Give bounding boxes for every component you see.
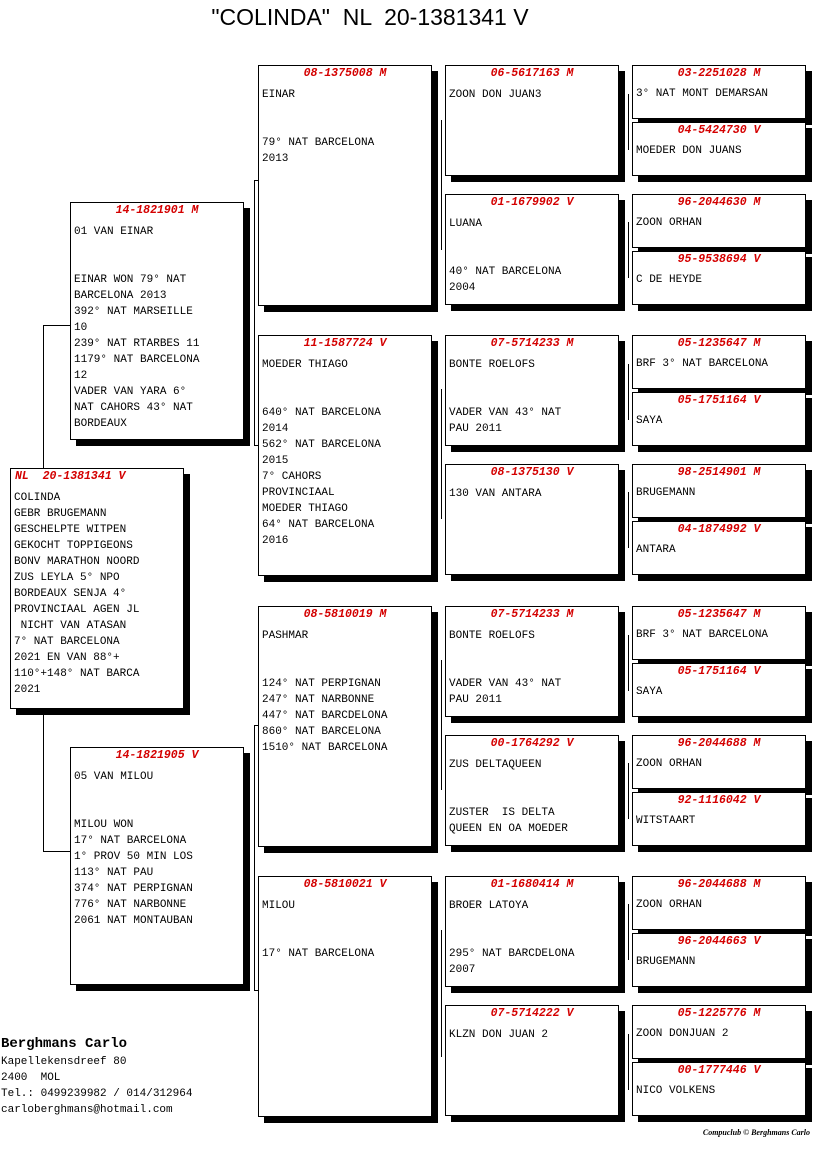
ring-number: 01-1679902 V bbox=[490, 196, 574, 209]
pedigree-title: "COLINDA" NL 20-1381341 V bbox=[211, 4, 529, 30]
ring-number: 14-1821905 V bbox=[115, 749, 199, 762]
ring-number: 00-1777446 V bbox=[677, 1064, 761, 1077]
ring-number: 96-2044663 V bbox=[677, 935, 761, 948]
connector-line bbox=[254, 725, 255, 990]
pigeon-info: MOEDER DON JUANS bbox=[636, 145, 742, 157]
great-grandparent-card bbox=[445, 876, 619, 987]
pigeon-info: 05 VAN MILOU MILOU WON 17° NAT BARCELONA 1° PROV 50 MIN LOS 113° NAT PAU 374° NAT PERPIGNAN 776° NAT NARBONNE 2061 NAT MONTAUBAN bbox=[74, 771, 193, 927]
pigeon-info: 130 VAN ANTARA bbox=[449, 488, 542, 500]
gg-grandparent-card bbox=[632, 392, 806, 446]
pigeon-info: BRUGEMANN bbox=[636, 487, 696, 499]
gg-grandparent-card bbox=[632, 122, 806, 176]
pigeon-info: ZOON ORHAN bbox=[636, 758, 703, 770]
grandparent-card bbox=[258, 335, 432, 576]
gg-grandparent-card bbox=[632, 464, 806, 518]
ring-number: 05-1751164 V bbox=[677, 394, 761, 407]
gg-grandparent-card bbox=[632, 1005, 806, 1059]
ring-number: 98-2514901 M bbox=[677, 466, 761, 479]
connector-line bbox=[43, 325, 71, 326]
ring-number: 05-1235647 M bbox=[677, 608, 761, 621]
connector-line bbox=[254, 180, 255, 445]
pigeon-info: BRUGEMANN bbox=[636, 956, 696, 968]
gg-grandparent-card bbox=[632, 933, 806, 987]
gg-grandparent-card bbox=[632, 335, 806, 389]
connector-line bbox=[628, 492, 629, 548]
grandparent-card bbox=[258, 65, 432, 306]
connector-line bbox=[43, 712, 44, 852]
ring-number: 08-1375008 M bbox=[303, 67, 387, 80]
pigeon-info: BROER LATOYA 295° NAT BARCDELONA 2007 bbox=[449, 900, 575, 976]
pigeon-info: PASHMAR 124° NAT PERPIGNAN 247° NAT NARBONNE 447° NAT BARCDELONA 860° NAT BARCELONA 1510° NAT BARCELONA bbox=[262, 630, 388, 754]
connector-line bbox=[628, 364, 629, 420]
breeder-info bbox=[1, 1034, 192, 1118]
pigeon-info: 01 VAN EINAR EINAR WON 79° NAT BARCELONA 2013 392° NAT MARSEILLE 10 239° NAT RTARBES 11 1179° NAT BARCELONA 12 VADER VAN YARA 6° NAT CAHORS 43° NAT BORDEAUX bbox=[74, 226, 200, 430]
ring-number: 01-1680414 M bbox=[490, 878, 574, 891]
pigeon-info: SAYA bbox=[636, 686, 663, 698]
pigeon-info: SAYA bbox=[636, 415, 663, 427]
pigeon-info: ZOON DON JUAN3 bbox=[449, 89, 542, 101]
footer-credit: Compuclub © Berghmans Carlo bbox=[702, 1128, 810, 1137]
ring-number: 04-5424730 V bbox=[677, 124, 761, 137]
pigeon-info: ZUS DELTAQUEEN ZUSTER IS DELTA QUEEN EN OA MOEDER bbox=[449, 759, 568, 835]
pigeon-info: NICO VOLKENS bbox=[636, 1085, 716, 1097]
ring-number: 11-1587724 V bbox=[303, 337, 387, 350]
connector-line bbox=[628, 904, 629, 960]
ring-number: 07-5714233 M bbox=[490, 337, 574, 350]
pigeon-info: ZOON DONJUAN 2 bbox=[636, 1028, 729, 1040]
subject-card bbox=[10, 468, 184, 709]
great-grandparent-card bbox=[445, 735, 619, 846]
pigeon-info: COLINDA GEBR BRUGEMANN GESCHELPTE WITPEN GEKOCHT TOPPIGEONS BONV MARATHON NOORD ZUS LEYLA 5° NPO BORDEAUX SENJA 4° PROVINCIAAL AGEN JL NICHT VAN ATASAN 7° NAT BARCELONA 2021 EN VAN 88°+ 110°+148° NAT BARCA 2021 bbox=[14, 492, 140, 696]
pigeon-info: MILOU 17° NAT BARCELONA bbox=[262, 900, 375, 960]
gg-grandparent-card bbox=[632, 1062, 806, 1116]
sire-card bbox=[70, 202, 244, 440]
pigeon-info: ZOON ORHAN bbox=[636, 217, 703, 229]
ring-number: 04-1874992 V bbox=[677, 523, 761, 536]
gg-grandparent-card bbox=[632, 606, 806, 660]
pigeon-info: C DE HEYDE bbox=[636, 274, 703, 286]
breeder-city: 2400 MOL bbox=[1, 1072, 61, 1084]
gg-grandparent-card bbox=[632, 194, 806, 248]
ring-number: 05-1225776 M bbox=[677, 1007, 761, 1020]
pigeon-info: BONTE ROELOFS VADER VAN 43° NAT PAU 2011 bbox=[449, 359, 562, 435]
grandparent-card bbox=[258, 606, 432, 847]
breeder-name: Berghmans Carlo bbox=[1, 1036, 128, 1052]
connector-line bbox=[441, 930, 442, 1057]
gg-grandparent-card bbox=[632, 65, 806, 119]
breeder-phone: Tel.: 0499239982 / 014/312964 bbox=[1, 1088, 193, 1100]
pigeon-info: LUANA 40° NAT BARCELONA 2004 bbox=[449, 218, 562, 294]
ring-number: 14-1821901 M bbox=[115, 204, 199, 217]
great-grandparent-card bbox=[445, 1005, 619, 1116]
pigeon-info: ANTARA bbox=[636, 544, 676, 556]
ring-number: 03-2251028 M bbox=[677, 67, 761, 80]
gg-grandparent-card bbox=[632, 251, 806, 305]
connector-line bbox=[628, 222, 629, 278]
pigeon-info: ZOON ORHAN bbox=[636, 899, 703, 911]
pigeon-info: BRF 3° NAT BARCELONA bbox=[636, 629, 769, 641]
pigeon-info: WITSTAART bbox=[636, 815, 696, 827]
connector-line bbox=[43, 851, 71, 852]
ring-number: 95-9538694 V bbox=[677, 253, 761, 266]
ring-number: 08-5810019 M bbox=[303, 608, 387, 621]
connector-line bbox=[628, 1034, 629, 1090]
connector-line bbox=[441, 660, 442, 790]
ring-number: 06-5617163 M bbox=[490, 67, 574, 80]
ring-number: 05-1751164 V bbox=[677, 665, 761, 678]
dam-card bbox=[70, 747, 244, 985]
ring-number: 08-1375130 V bbox=[490, 466, 574, 479]
pigeon-info: EINAR 79° NAT BARCELONA 2013 bbox=[262, 89, 375, 165]
connector-line bbox=[628, 635, 629, 691]
pigeon-info: 3° NAT MONT DEMARSAN bbox=[636, 88, 769, 100]
grandparent-card bbox=[258, 876, 432, 1117]
pigeon-info: MOEDER THIAGO 640° NAT BARCELONA 2014 562° NAT BARCELONA 2015 7° CAHORS PROVINCIAAL MOEDER THIAGO 64° NAT BARCELONA 2016 bbox=[262, 359, 381, 547]
ring-number: 07-5714233 M bbox=[490, 608, 574, 621]
connector-line bbox=[441, 389, 442, 519]
ring-number: NL 20-1381341 V bbox=[15, 470, 126, 483]
ring-number: 05-1235647 M bbox=[677, 337, 761, 350]
gg-grandparent-card bbox=[632, 792, 806, 846]
ring-number: 00-1764292 V bbox=[490, 737, 574, 750]
breeder-address: Kapellekensdreef 80 bbox=[1, 1056, 127, 1068]
ring-number: 96-2044688 M bbox=[677, 878, 761, 891]
connector-line bbox=[43, 325, 44, 469]
ring-number: 96-2044688 M bbox=[677, 737, 761, 750]
gg-grandparent-card bbox=[632, 735, 806, 789]
great-grandparent-card bbox=[445, 606, 619, 717]
gg-grandparent-card bbox=[632, 521, 806, 575]
ring-number: 08-5810021 V bbox=[303, 878, 387, 891]
great-grandparent-card bbox=[445, 335, 619, 446]
pigeon-info: BRF 3° NAT BARCELONA bbox=[636, 358, 769, 370]
breeder-email: carloberghmans@hotmail.com bbox=[1, 1104, 173, 1116]
ring-number: 96-2044630 M bbox=[677, 196, 761, 209]
pigeon-info: BONTE ROELOFS VADER VAN 43° NAT PAU 2011 bbox=[449, 630, 562, 706]
ring-number: 92-1116042 V bbox=[677, 794, 761, 807]
ring-number: 07-5714222 V bbox=[490, 1007, 574, 1020]
connector-line bbox=[628, 763, 629, 819]
pigeon-info: KLZN DON JUAN 2 bbox=[449, 1029, 549, 1041]
gg-grandparent-card bbox=[632, 663, 806, 717]
gg-grandparent-card bbox=[632, 876, 806, 930]
connector-line bbox=[628, 94, 629, 150]
connector-line bbox=[441, 120, 442, 250]
great-grandparent-card bbox=[445, 194, 619, 305]
great-grandparent-card bbox=[445, 65, 619, 176]
great-grandparent-card bbox=[445, 464, 619, 575]
